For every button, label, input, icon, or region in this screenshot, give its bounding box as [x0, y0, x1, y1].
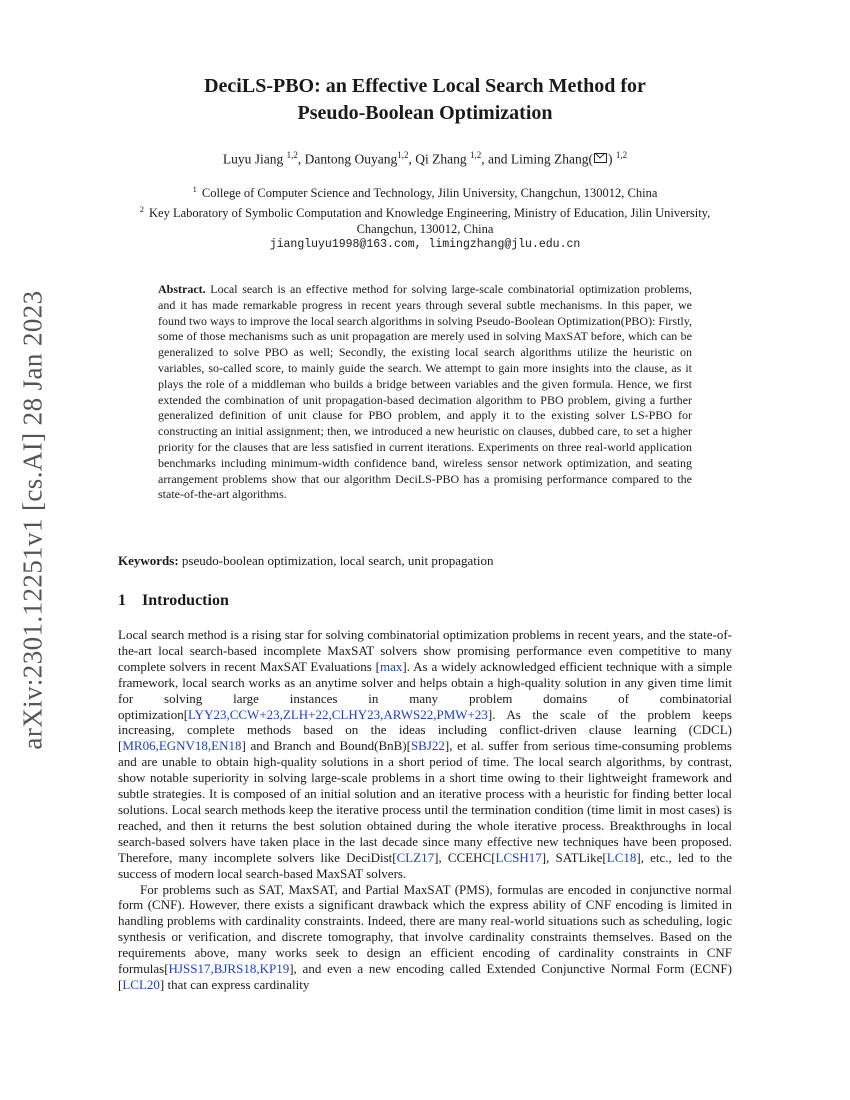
- text-run: ]. As the scale of the problem keeps increasing, complete methods based on the ideas including conflict-driven clause learning (CDCL)[: [118, 706, 732, 754]
- author-affil-mark: 1,2: [615, 150, 628, 160]
- author-affil-mark: 1,2: [286, 150, 298, 160]
- citation-link[interactable]: MR06,EGNV18,EN18: [122, 738, 242, 754]
- citation-link[interactable]: LCL20: [122, 976, 160, 992]
- author-list: [100, 150, 750, 168]
- affiliation-1: [130, 181, 720, 201]
- affiliation-text: College of Computer Science and Technology, Jilin University, Changchun, 130012, China: [201, 186, 658, 201]
- citation-link[interactable]: LYY23,CCW+23,ZLH+22,CLHY23,ARWS22,PMW+23: [188, 706, 488, 722]
- text-run: ], CCEHC[: [434, 849, 496, 865]
- author-name: ): [607, 151, 616, 167]
- text-run: ] and Branch and Bound(BnB)[: [241, 738, 411, 754]
- body-text: [118, 627, 732, 993]
- author-name: , Dantong Ouyang: [297, 151, 398, 167]
- title-line-2: Pseudo-Boolean Optimization: [297, 102, 553, 124]
- paragraph-2: [118, 882, 732, 993]
- section-number: 1: [118, 592, 126, 609]
- text-run: ], SATLike[: [541, 849, 607, 865]
- paragraph-1: [118, 627, 732, 882]
- keywords: [118, 553, 732, 569]
- author-affil-mark: 1,2: [397, 150, 409, 160]
- text-run: ], etc., led to the success of modern local search-based MaxSAT solvers.: [118, 849, 732, 881]
- author-name: Luyu Jiang: [222, 151, 287, 167]
- abstract-text: Local search is an effective method for solving large-scale combinatorial optimization problems, and it has made remarkable progress in recent years through several subtle mechanisms. In this paper, we found two ways to improve the local search algorithms in solving Pseudo-Boolean Optimization(PBO): Firstly, some of those mechanisms such as unit propagation are merely used in solving MaxSAT before, which can be generalized to solve PBO as well; Secondly, the existing local search algorithms utilize the heuristic on variables, so-called score, to mainly guide the search. We attempt to gain more insights into the clause, as it plays the role of a middleman who builds a bridge between variables and the given formula. Hence, we first extended the combination of unit propagation-based decimation algorithm to PBO problem, giving a further generalized definition of unit clause for PBO problem, and apply it to the existing solver LS-PBO for constructing an initial assignment; then, we introduced a new heuristic on clauses, dubbed care, to set a higher priority for the clauses that are less satisfied in current iterations. Experiments on three real-world application benchmarks including minimum-width confidence band, wireless sensor network optimization, and seating arrangement problems show that our algorithm DeciLS-PBO has a promising performance compared to the state-of-the-art algorithms.: [158, 282, 692, 502]
- text-run: ]. As a widely acknowledged efficient technique with a simple framework, local search works as an anytime solver and helps obtain a high-quality solution in any given time limit for solving large instances in many problem domains of combinatorial optimization[: [118, 658, 732, 722]
- text-run: ], et al. suffer from serious time-consuming problems and are unable to obtain high-quality solutions in a short period of time. The local search algorithms, by contrast, show notable superiority in solving large-scale problems in a short time owing to their lightweight framework and subtle strategies. It is composed of an initial solution and an iterative process with a heuristic for finding better local solutions. Local search methods keep the iterative process until the termination condition (time limit in most cases) is reached, and then it returns the best solution obtained during the whole iterative process. Breakthroughs in local search-based solvers have taken place in the last decade since many effective new techniques have been proposed. Therefore, many incomplete solvers like DeciDist[: [118, 738, 732, 865]
- affiliations: [130, 181, 720, 253]
- affiliation-text: Key Laboratory of Symbolic Computation and Knowledge Engineering, Ministry of Education, Jilin University, Changchun, 130012, China: [149, 206, 711, 237]
- citation-link[interactable]: LC18: [606, 849, 637, 865]
- citation-link[interactable]: HJSS17,BJRS18,KP19: [168, 961, 290, 977]
- paper-title: [150, 73, 700, 127]
- section-heading: [118, 592, 229, 610]
- text-run: Local search method is a rising star for solving combinatorial optimization problems in recent years, and the state-of-the-art local search-based incomplete MaxSAT solvers show promising performance even competitive to many complete solvers in recent MaxSAT Evaluations [: [118, 627, 732, 674]
- section-title: Introduction: [142, 592, 229, 609]
- affiliation-2: [130, 201, 720, 237]
- author-affil-mark: 1,2: [470, 150, 482, 160]
- text-run: ] that can express cardinality: [159, 976, 310, 992]
- title-line-1: DeciLS-PBO: an Effective Local Search Method for: [204, 75, 646, 97]
- arxiv-side-stamp: [8, 272, 58, 768]
- citation-link[interactable]: LCSH17: [495, 849, 542, 865]
- text-run: For problems such as SAT, MaxSAT, and Partial MaxSAT (PMS), formulas are encoded in conjunctive normal form (CNF). However, there exists a significant drawback which the express ability of CNF encoding is limited in handling problems with cardinality constraints. Indeed, there are many real-world situations such as scheduling, logic synthesis or verification, and discrete tomography, that involve cardinality constraints themselves. Based on the requirements above, many works seek to design an efficient encoding of cardinality constraints in CNF formulas[: [118, 881, 732, 977]
- abstract-label: Abstract.: [158, 282, 206, 296]
- citation-link[interactable]: SBJ22: [410, 738, 445, 754]
- citation-link[interactable]: max: [380, 658, 403, 674]
- affiliation-mark: 2: [139, 204, 144, 215]
- citation-link[interactable]: CLZ17: [396, 849, 435, 865]
- author-emails: jiangluyu1998@163.com, limingzhang@jlu.edu.cn: [269, 238, 581, 252]
- keywords-label: Keywords:: [118, 553, 179, 568]
- affiliation-mark: 1: [192, 184, 197, 194]
- arxiv-identifier: arXiv:2301.12251v1 [cs.AI] 28 Jan 2023: [17, 290, 48, 750]
- abstract: [158, 282, 692, 503]
- envelope-icon: [594, 153, 607, 163]
- keywords-text: pseudo-boolean optimization, local search, unit propagation: [181, 553, 494, 568]
- author-name: , and Liming Zhang(: [481, 151, 593, 167]
- author-name: , Qi Zhang: [408, 151, 470, 167]
- text-run: ], and even a new encoding called Extended Conjunctive Normal Form (ECNF)[: [118, 961, 732, 992]
